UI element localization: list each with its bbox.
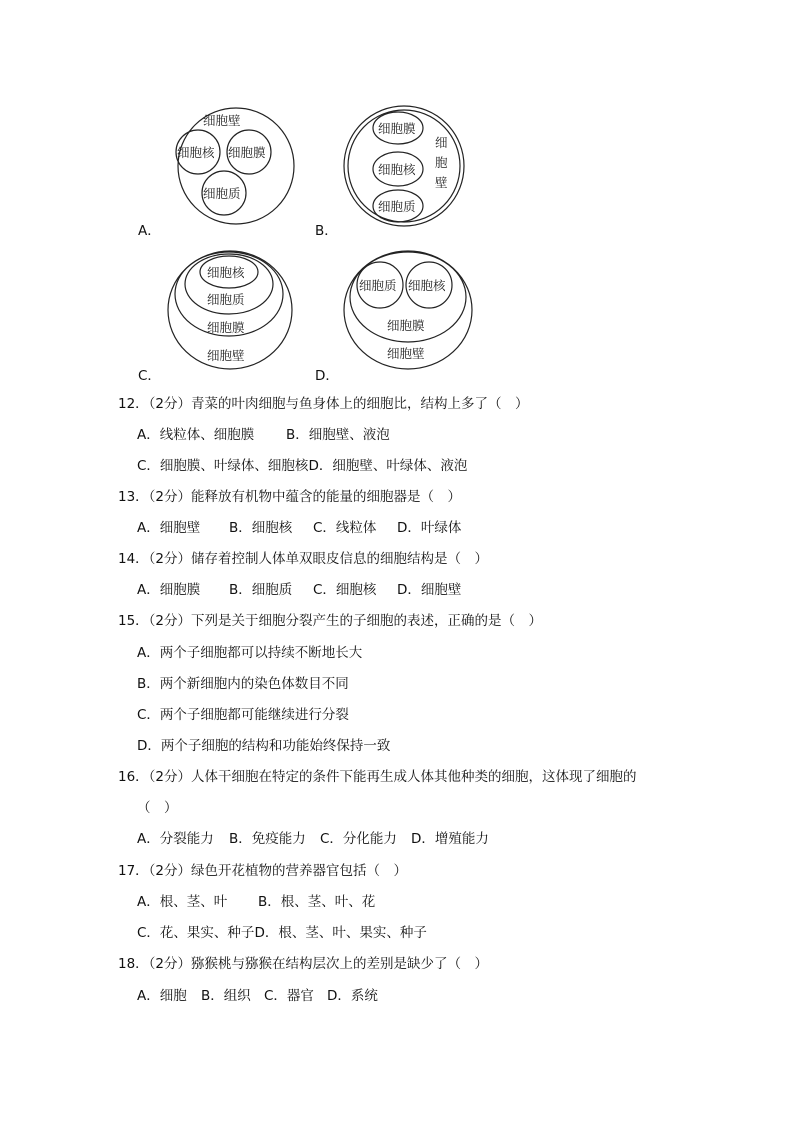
question-12-stem: 12．（2分）青菜的叶肉细胞与鱼身体上的细胞比，结构上多了（ ）	[118, 396, 529, 412]
diagram-a	[163, 105, 303, 227]
option-d: D．系统	[327, 988, 378, 1004]
option-d: D．细胞壁、叶绿体、液泡	[308, 458, 468, 474]
diagram-d	[338, 250, 478, 372]
question-16-stem-continued: （ ）	[137, 800, 178, 816]
diagram-d-letter: D．	[315, 368, 339, 384]
question-18-stem: 18．（2分）猕猴桃与猕猴在结构层次上的差别是缺少了（ ）	[118, 956, 489, 972]
option-d: D．增殖能力	[411, 831, 489, 847]
diagram-c-membrane-label: 细胞膜	[207, 320, 245, 335]
question-13-stem: 13．（2分）能释放有机物中蕴含的能量的细胞器是（ ）	[118, 489, 462, 505]
diagram-a-wall-label: 细胞壁	[203, 113, 241, 128]
question-15-option-c: C．两个子细胞都可能继续进行分裂	[137, 707, 349, 723]
question-14-options	[137, 580, 461, 600]
diagram-b-wall-char-1: 细	[435, 135, 448, 150]
option-a: A．分裂能力	[137, 831, 214, 847]
diagram-d-membrane-label: 细胞膜	[387, 318, 425, 333]
option-b: B．细胞质	[229, 582, 293, 598]
question-16-options	[137, 829, 489, 849]
diagram-a-membrane-label: 细胞膜	[228, 145, 266, 160]
diagram-c-wall-label: 细胞壁	[207, 348, 245, 363]
diagram-b-wall-char-2: 胞	[435, 155, 448, 170]
option-a: A．细胞膜	[137, 582, 201, 598]
diagram-c	[163, 250, 303, 372]
option-a: A．细胞壁	[137, 520, 201, 536]
option-d: D．细胞壁	[397, 582, 462, 598]
option-a: A．根、茎、叶	[137, 894, 228, 910]
diagram-a-letter: A．	[138, 223, 161, 239]
option-b: B．免疫能力	[229, 831, 306, 847]
diagram-a-cytoplasm-label: 细胞质	[203, 186, 241, 201]
diagram-b	[340, 105, 480, 227]
question-16-stem: 16．（2分）人体干细胞在特定的条件下能再生成人体其他种类的细胞，这体现了细胞的	[118, 769, 637, 785]
question-17-options-row-1	[137, 892, 375, 912]
option-b: B．细胞壁、液泡	[286, 427, 390, 443]
question-14-stem: 14．（2分）储存着控制人体单双眼皮信息的细胞结构是（ ）	[118, 551, 489, 567]
option-c: C．细胞膜、叶绿体、细胞核	[137, 458, 309, 474]
option-b: B．组织	[201, 988, 251, 1004]
diagram-b-wall-char-3: 壁	[435, 175, 448, 190]
question-17-options-row-2	[137, 923, 427, 943]
option-b: B．细胞核	[229, 520, 293, 536]
question-12-options-row-2	[137, 456, 467, 476]
diagram-a-nucleus-label: 细胞核	[177, 145, 215, 160]
question-17-stem: 17．（2分）绿色开花植物的营养器官包括（ ）	[118, 863, 408, 879]
option-b: B．根、茎、叶、花	[258, 894, 376, 910]
question-15-option-b: B．两个新细胞内的染色体数目不同	[137, 676, 349, 692]
question-15-option-d: D．两个子细胞的结构和功能始终保持一致	[137, 738, 391, 754]
option-c: C．分化能力	[320, 831, 397, 847]
option-a: A．线粒体、细胞膜	[137, 427, 255, 443]
question-12-options-row-1	[137, 425, 390, 445]
diagram-c-nucleus-label: 细胞核	[207, 265, 245, 280]
diagram-b-cytoplasm-label: 细胞质	[378, 199, 416, 214]
option-c: C．花、果实、种子	[137, 925, 255, 941]
option-c: C．细胞核	[313, 582, 377, 598]
option-d: D．根、茎、叶、果实、种子	[254, 925, 427, 941]
option-a: A．细胞	[137, 988, 187, 1004]
diagram-c-letter: C．	[138, 368, 161, 384]
question-15-option-a: A．两个子细胞都可以持续不断地长大	[137, 645, 363, 661]
diagram-b-letter: B．	[315, 223, 338, 239]
question-13-options	[137, 518, 461, 538]
diagram-b-nucleus-label: 细胞核	[378, 162, 416, 177]
option-d: D．叶绿体	[397, 520, 462, 536]
option-c: C．器官	[264, 988, 314, 1004]
diagram-d-nucleus-label: 细胞核	[408, 278, 446, 293]
diagram-d-cytoplasm-label: 细胞质	[359, 278, 397, 293]
question-18-options	[137, 986, 378, 1006]
diagram-c-cytoplasm-label: 细胞质	[207, 292, 245, 307]
question-15-stem: 15．（2分）下列是关于细胞分裂产生的子细胞的表述，正确的是（ ）	[118, 613, 543, 629]
diagram-b-membrane-label: 细胞膜	[378, 121, 416, 136]
option-c: C．线粒体	[313, 520, 377, 536]
diagram-d-wall-label: 细胞壁	[387, 346, 425, 361]
